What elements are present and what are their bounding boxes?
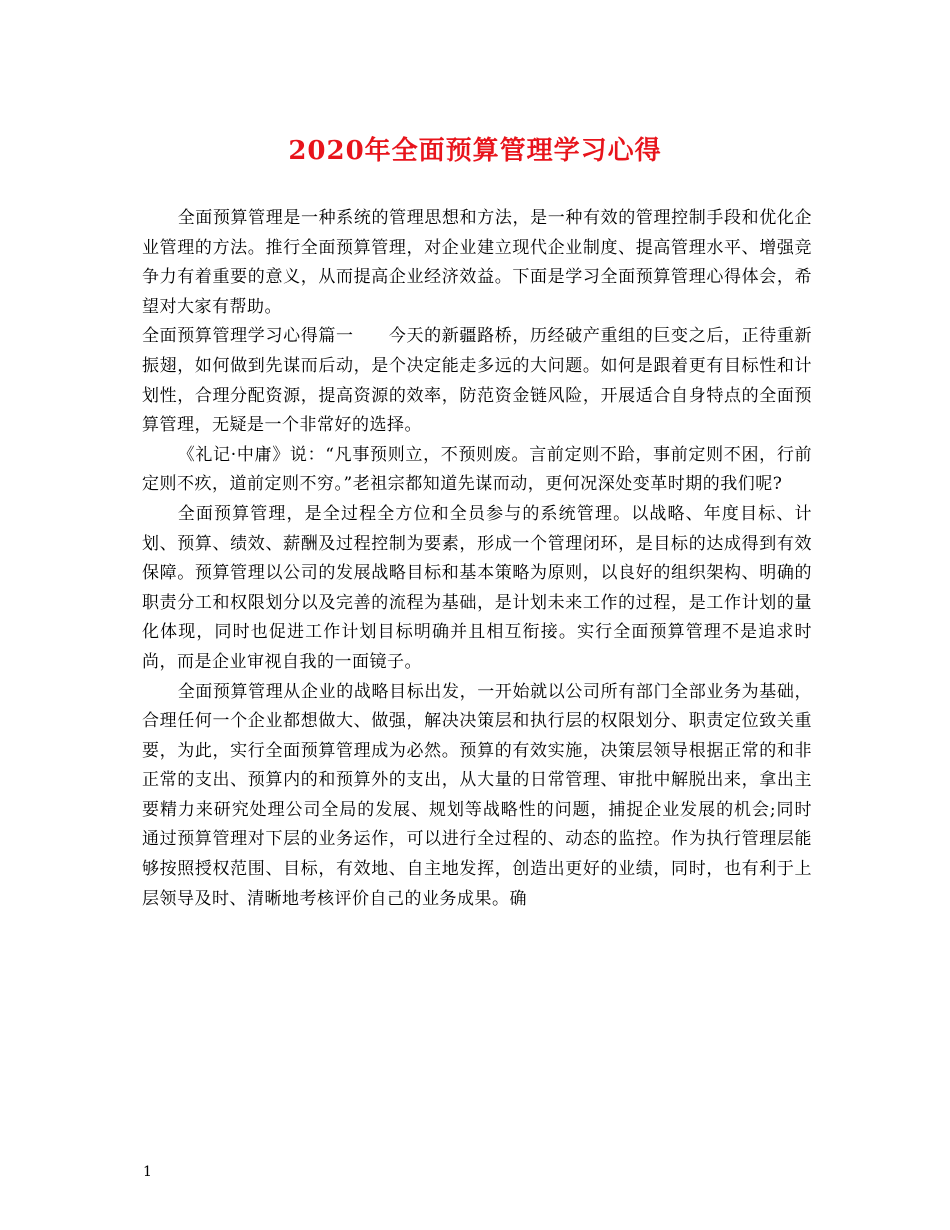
- paragraph-intro: 全面预算管理是一种系统的管理思想和方法，是一种有效的管理控制手段和优化企业管理的方法。推行全面预算管理，对企业建立现代企业制度、提高管理水平、增强竞争力有着重要的意义，从而提高企业经济效益。下面是学习全面预算管理心得体会，希望对大家有帮助。: [142, 208, 812, 317]
- paragraph-system-management: 全面预算管理，是全过程全方位和全员参与的系统管理。以战略、年度目标、计划、预算、绩效、薪酬及过程控制为要素，形成一个管理闭环，是目标的达成得到有效保障。预算管理以公司的发展战略目标和基本策略为原则，以良好的组织架构、明确的职责分工和权限划分以及完善的流程为基础，是计划未来工作的过程，是工作计划的量化体现，同时也促进工作计划目标明确并且相互衔接。实行全面预算管理不是追求时尚，而是企业审视自我的一面镜子。: [142, 503, 812, 672]
- page-number: 1: [143, 1164, 152, 1180]
- document-body: [142, 204, 812, 914]
- page-title: 2020年全面预算管理学习心得: [288, 136, 662, 166]
- paragraph-strategic-goals: 全面预算管理从企业的战略目标出发，一开始就以公司所有部门全部业务为基础，合理任何一个企业都想做大、做强，解决决策层和执行层的权限划分、职责定位致关重要，为此，实行全面预算管理成为必然。预算的有效实施，决策层领导根据正常的和非正常的支出、预算内的和预算外的支出，从大量的日常管理、审批中解脱出来，拿出主要精力来研究处理公司全局的发展、规划等战略性的问题，捕捉企业发展的机会;同时通过预算管理对下层的业务运作，可以进行全过程的、动态的监控。作为执行管理层能够按照授权范围、目标，有效地、自主地发挥，创造出更好的业绩，同时，也有利于上层领导及时、清晰地考核评价自己的业务成果。确: [142, 681, 812, 909]
- paragraph-quote: 《礼记·中庸》说：“凡事预则立，不预则废。言前定则不跲，事前定则不困，行前定则不疚，道前定则不穷。”老祖宗都知道先谋而动，更何况深处变革时期的我们呢?: [142, 444, 812, 495]
- paragraph-section-one: 全面预算管理学习心得篇一 今天的新疆路桥，历经破产重组的巨变之后，正待重新振翅，如何做到先谋而后动，是个决定能走多远的大问题。如何是跟着更有目标性和计划性，合理分配资源，提高资源的效率，防范资金链风险，开展适合自身特点的全面预算管理，无疑是一个非常好的选择。: [142, 326, 812, 436]
